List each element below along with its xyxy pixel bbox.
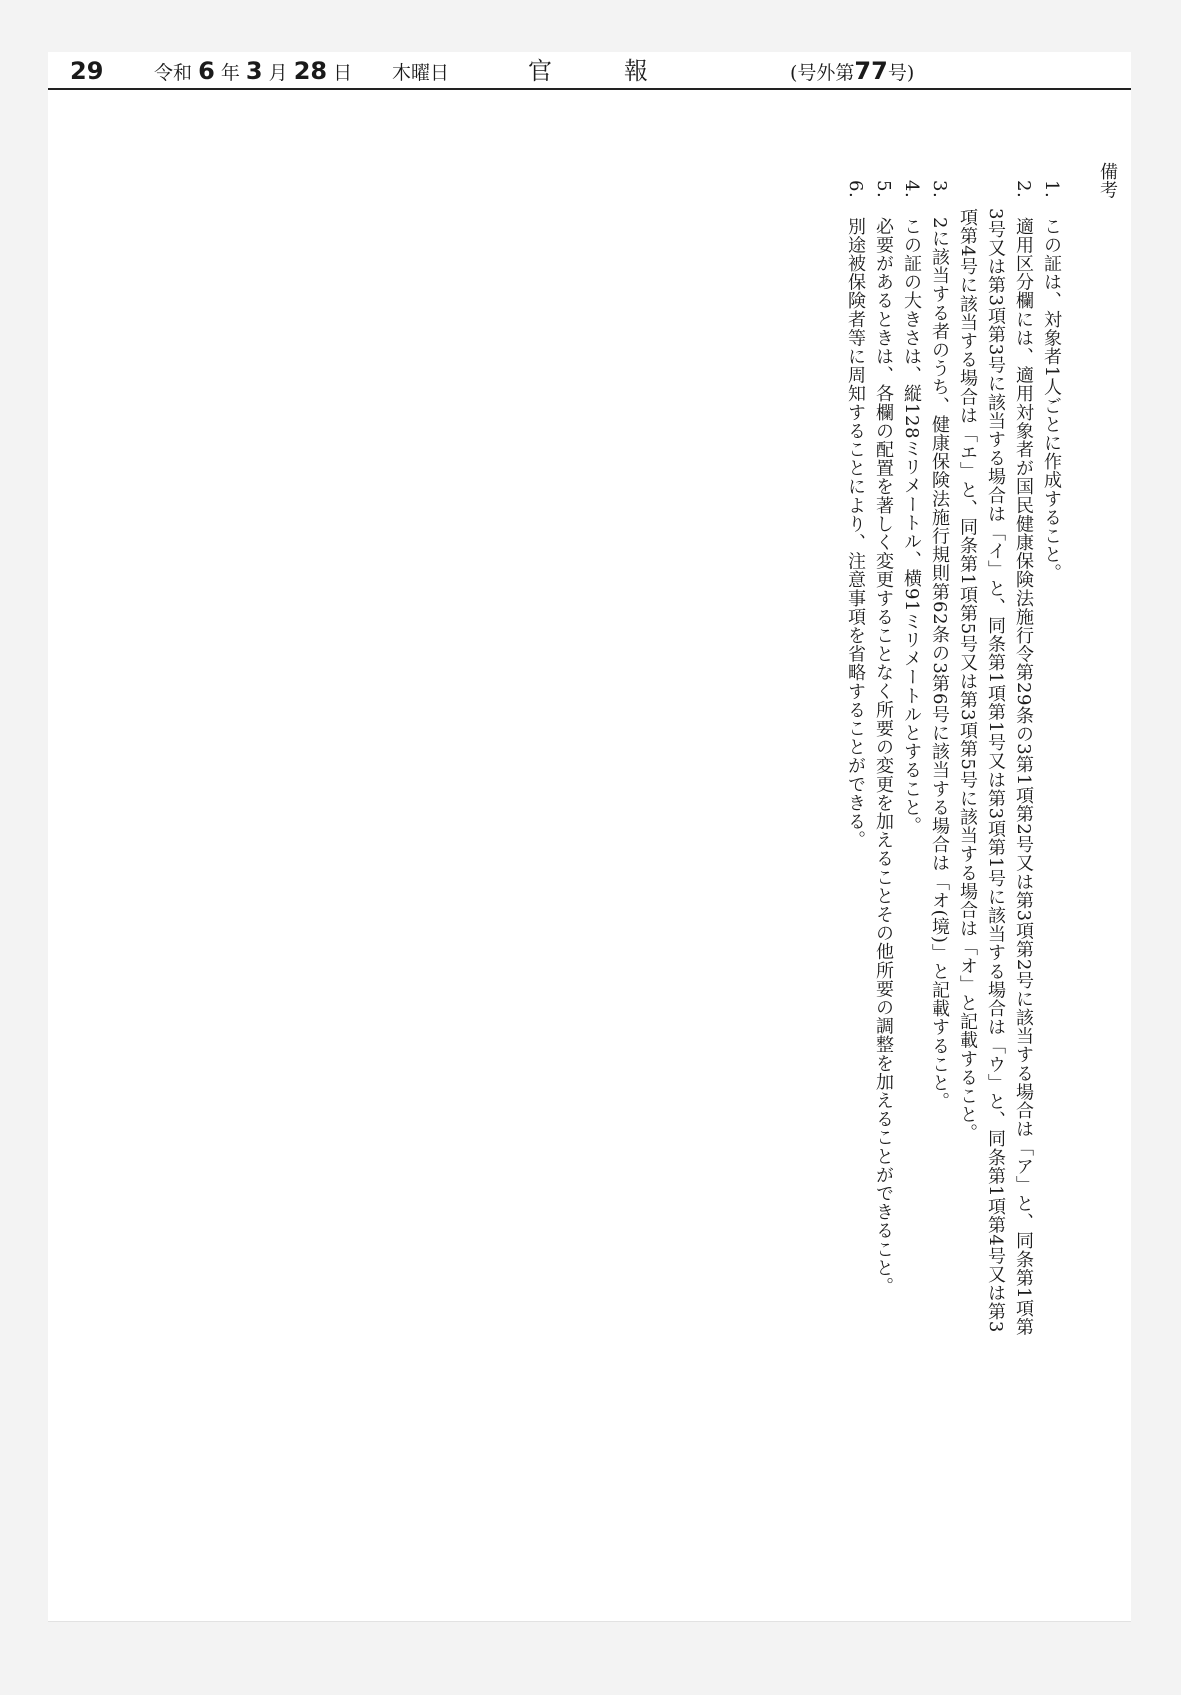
remark-text: 2に該当する者のうち、健康保険法施行規則第62条の3第6号に該当する場合は「オ(境)」と記載すること。 — [929, 216, 950, 1111]
remark-text: この証の大きさは、縦128ミリメートル、横91ミリメートルとすること。 — [901, 216, 922, 836]
page-bottom-edge — [48, 1621, 1131, 1622]
remark-text-continued: 3号又は第3項第3号に該当する場合は「イ」と、同条第1項第1号又は第3項第1号に該当する場合は「ウ」と、同条第1項第4号又は第3 — [985, 208, 1006, 1333]
date-era: 令和 — [154, 62, 193, 84]
issue-number — [790, 59, 914, 83]
remark-item — [841, 180, 869, 1542]
remark-item — [953, 180, 1037, 1542]
remark-text: 適用区分欄には、適用対象者が国民健康保険法施行令第29条の3第1項第2号又は第3項第2号に該当する場合は「ア」と、同条第1項第 — [1013, 216, 1034, 1337]
issue-number-value: 77 — [854, 57, 888, 85]
page-header — [48, 52, 1131, 90]
remark-item — [869, 180, 897, 1542]
publication-date — [154, 59, 352, 83]
remark-text-continued: 項第4号に該当する場合は「エ」と、同条第1項第5号又は第3項第5号に該当する場合は「オ」と記載すること。 — [957, 208, 978, 1143]
remark-text: 必要があるときは、各欄の配置を著しく変更することなく所要の変更を加えることその他所要の調整を加えることができること。 — [873, 216, 894, 1296]
remarks-list — [841, 180, 1065, 1542]
weekday: 木曜日 — [392, 62, 450, 84]
remark-number: 6. — [845, 180, 866, 199]
date-day-unit: 日 — [333, 62, 353, 84]
date-month-unit: 月 — [268, 62, 288, 84]
remarks-section — [841, 162, 1121, 1542]
page-number: 29 — [70, 57, 104, 85]
remark-number: 4. — [901, 180, 922, 199]
date-year: 6 — [198, 57, 215, 85]
gazette-title: 官報 — [528, 57, 720, 85]
remark-text: この証は、対象者1人ごとに作成すること。 — [1041, 216, 1062, 583]
date-month: 3 — [245, 57, 263, 85]
remark-number: 1. — [1041, 180, 1062, 199]
issue-suffix: 号) — [887, 62, 915, 84]
remark-item — [925, 180, 953, 1542]
remarks-title: 備考 — [1097, 162, 1118, 200]
remark-number: 3. — [929, 180, 950, 199]
remark-item — [897, 180, 925, 1542]
date-year-unit: 年 — [220, 62, 240, 84]
remark-number: 5. — [873, 180, 894, 199]
remark-number: 2. — [1013, 180, 1034, 199]
issue-prefix: (号外第 — [790, 62, 855, 84]
remark-text: 別途被保険者等に周知することにより、注意事項を省略することができる。 — [845, 216, 866, 850]
date-day: 28 — [293, 57, 328, 85]
remark-item — [1037, 180, 1065, 1542]
